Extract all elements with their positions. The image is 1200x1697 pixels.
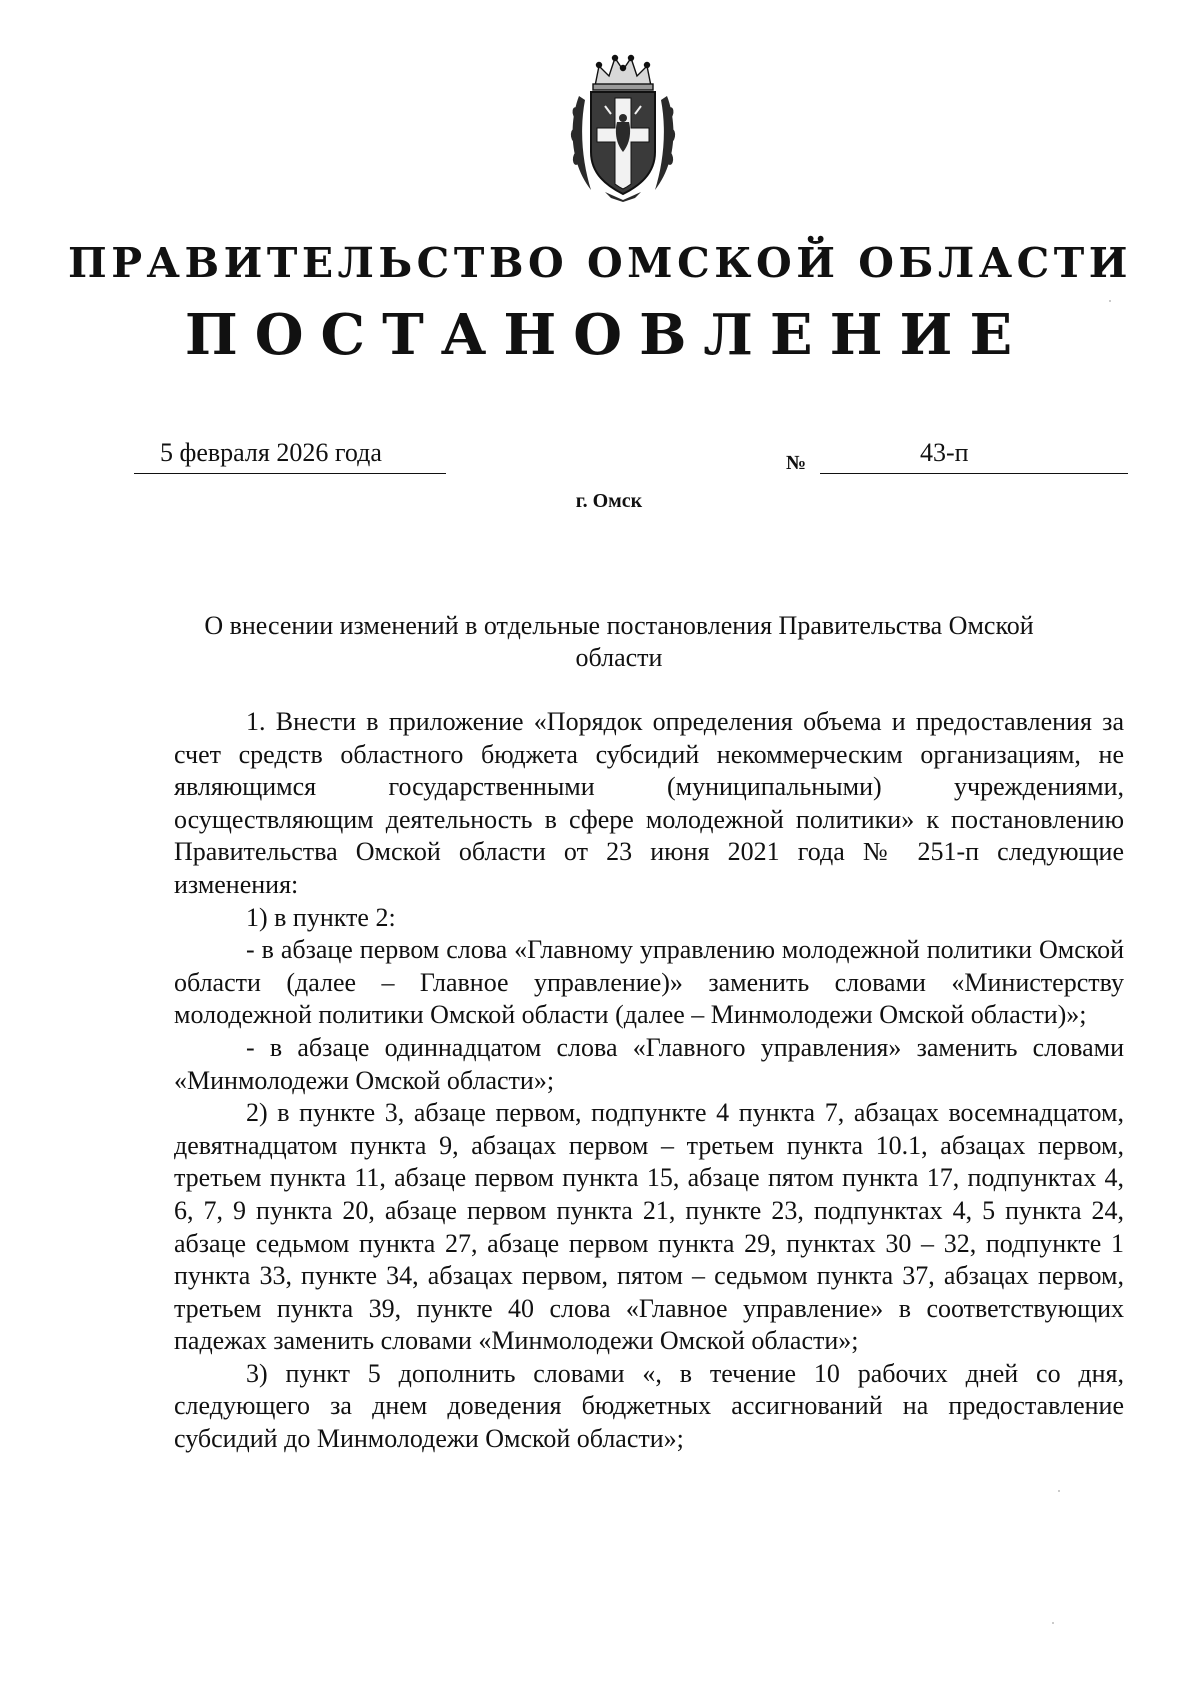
date-field — [134, 436, 446, 474]
scan-speck — [1058, 1490, 1060, 1492]
paragraph-subitem-1: 1) в пункте 2: — [246, 902, 396, 932]
document-body — [174, 706, 1124, 1456]
paragraph-item-1: 1. Внести в приложение «Порядок определения объема и предоставления за счет средств областного бюджета субсидий некоммерческим организациям, не являющимся государственными (муниципальными) учреждениями, осуществляющим деятельность в сфере молодежной политики» к постановлению Правительства Омской области от 23 июня 2021 года № 251-п следующие изменения: — [174, 707, 1124, 899]
city-label: г. Омск — [575, 490, 643, 512]
paragraph-subitem-2: 2) в пункте 3, абзаце первом, подпункте 4 пункта 7, абзацах восемнадцатом, девятнадцатом пункта 9, абзацах первом – третьем пункта 10.1, абзацах первом, третьем пункта 11, абзаце первом пункта 15, абзаце пятом пункта 17, подпунктах 4, 6, 7, 9 пункта 20, абзаце первом пункта 21, пункте 23, подпунктах 4, 5 пункта 24, абзаце седьмом пункта 27, абзаце первом пункта 29, пунктах 30 – 32, подпункте 1 пункта 33, пункте 34, абзацах первом, пятом – седьмом пункта 37, абзацах первом, третьем пункта 39, пункте 40 слова «Главное управление» в соответствующих падежах заменить словами «Минмолодежи Омской области»; — [174, 1098, 1124, 1356]
document-date: 5 февраля 2026 года — [160, 438, 382, 467]
document-type-title: ПОСТАНОВЛЕНИЕ — [184, 302, 1030, 368]
paragraph-dash-2: - в абзаце одиннадцатом слова «Главного управления» заменить словами «Минмолодежи Омской области»; — [174, 1032, 1124, 1095]
document-number: 43-п — [920, 438, 969, 467]
number-field — [820, 436, 1128, 474]
scan-speck — [1109, 300, 1111, 302]
paragraph-subitem-3: 3) пункт 5 дополнить словами «, в течение 10 рабочих дней со дня, следующего за днем доведения бюджетных ассигнований на предоставление субсидий до Минмолодежи Омской области»; — [174, 1358, 1124, 1454]
number-sign: № — [786, 452, 807, 474]
document-subject: О внесении изменений в отдельные постановления Правительства Омской области — [204, 611, 1034, 672]
paragraph-dash-1: - в абзаце первом слова «Главному управлению молодежной политики Омской области (далее – Главное управление)» заменить словами «Министерству молодежной политики Омской области (далее – Минмолодежи Омской области)»; — [174, 935, 1124, 1030]
scan-speck — [1052, 1622, 1054, 1624]
government-title: ПРАВИТЕЛЬСТВО ОМСКОЙ ОБЛАСТИ — [68, 239, 1132, 287]
coat-of-arms-icon — [565, 52, 681, 202]
